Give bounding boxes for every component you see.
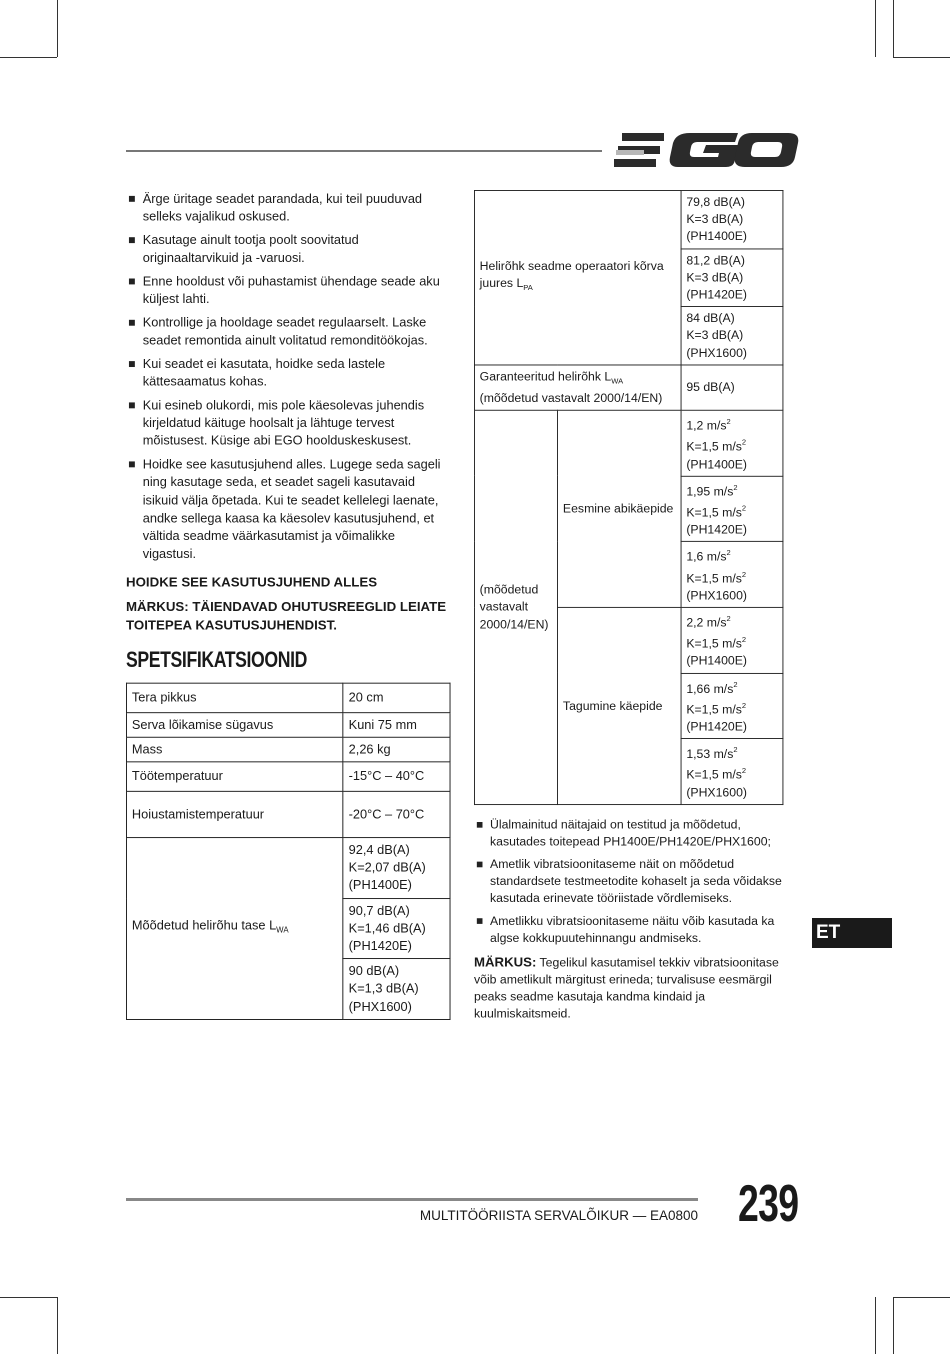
cell-value <box>681 476 783 542</box>
value-model: (PH1420E) <box>686 522 747 537</box>
value-k: K=3 dB(A) <box>686 270 744 285</box>
subscript: WA <box>611 376 624 386</box>
crop-mark <box>893 57 950 58</box>
front-handle-label: Eesmine abikäepide <box>558 410 681 607</box>
vibration-notes <box>474 816 783 947</box>
value-k: K=3 dB(A) <box>686 328 744 343</box>
value-model: (PHX1600) <box>686 587 747 603</box>
cell-value <box>681 542 783 608</box>
superscript: 2 <box>741 504 747 513</box>
value-level: 1,2 m/s <box>686 418 727 433</box>
cell-label: Hoiustamistemperatuur <box>126 791 343 837</box>
value-k: K=3 dB(A) <box>686 211 744 227</box>
guaranteed-label-line2: (mõõdetud vastavalt 2000/14/EN) <box>479 390 663 406</box>
superscript: 2 <box>741 766 747 776</box>
list-item: Hoidke see kasutusjuhend alles. Lugege seda sageli ning kasutage seda, et seadet sageli kasutavaid isikuid välja õpetada. Kui te seadet kellelegi laenate, andke sellega kaasa ka käesolev kasutusjuhend, et vältida seadme väärkasutamist ja võimalikke vigastusi. <box>126 456 451 563</box>
spec-table <box>126 682 451 1020</box>
table-row <box>474 410 782 476</box>
superscript: 2 <box>741 438 747 447</box>
value-k: K=1,5 m/s <box>686 505 742 520</box>
cell-value: 2,26 kg <box>343 737 450 762</box>
spec-title: SPETSIFIKATSIOONID <box>126 646 307 673</box>
value-level: 92,4 dB(A) <box>348 842 410 857</box>
page-number: 239 <box>738 1175 799 1233</box>
crop-mark <box>57 0 58 57</box>
value-k: K=1,5 m/s <box>686 439 742 454</box>
language-badge: ET <box>812 918 892 948</box>
list-item: Enne hooldust või puhastamist ühendage seade aku küljest lahti. <box>126 273 451 309</box>
cell-value <box>343 959 450 1020</box>
crop-mark <box>0 57 57 58</box>
value-level: 1,66 m/s <box>686 681 734 696</box>
value-k: K=1,5 m/s <box>686 570 742 585</box>
table-row <box>126 737 450 762</box>
cell-value <box>681 307 783 365</box>
value-k: K=1,5 m/s <box>686 636 742 651</box>
table-row <box>474 190 782 248</box>
superscript: 2 <box>733 483 738 492</box>
cell-value <box>681 410 783 476</box>
value-model: (PHX1600) <box>686 345 747 360</box>
table-row <box>126 683 450 713</box>
additional-rules-note: MÄRKUS: TÄIENDAVAD OHUTUSREEGLID LEIATE TOITEPEA KASUTUSJUHENDIST. <box>126 599 447 633</box>
cell-value <box>681 607 783 673</box>
cell-value: -15°C – 40°C <box>343 762 450 792</box>
superscript: 2 <box>741 569 747 579</box>
list-item: Kontrollige ja hooldage seadet regulaarselt. Laske seadet remontida ainult volitatud remonditöökojas. <box>126 314 451 350</box>
left-column <box>126 190 451 1020</box>
cell-label <box>474 190 681 364</box>
value-level: 84 dB(A) <box>686 310 735 326</box>
cell-value: Kuni 75 mm <box>343 712 450 737</box>
sound-power-label: Mõõdetud helirõhu tase L <box>131 918 277 933</box>
cell-value: 20 cm <box>343 683 450 713</box>
vibration-label: (mõõdetud vastavalt 2000/14/EN) <box>474 410 557 804</box>
note-label: MÄRKUS: <box>474 953 537 969</box>
cell-value: -20°C – 70°C <box>343 791 450 837</box>
cell-value <box>343 838 450 899</box>
value-model: (PH1400E) <box>686 456 747 471</box>
value-model: (PH1420E) <box>686 287 747 302</box>
crop-mark <box>893 0 894 57</box>
table-row <box>126 838 450 899</box>
cell-value: 95 dB(A) <box>681 365 783 411</box>
value-level: 81,2 dB(A) <box>686 252 745 267</box>
list-item: Kasutage ainult tootja poolt soovitatud originaaltarvikuid ja -varuosi. <box>126 231 451 267</box>
table-row <box>126 712 450 737</box>
table-row <box>126 791 450 837</box>
crop-mark <box>0 1297 57 1298</box>
crop-mark <box>875 0 876 57</box>
value-level: 90,7 dB(A) <box>348 902 410 918</box>
crop-mark <box>893 1297 950 1298</box>
value-k: K=1,5 m/s <box>686 702 742 717</box>
value-k: K=1,46 dB(A) <box>348 920 426 936</box>
footer-rule <box>126 1198 698 1201</box>
ego-logo <box>612 128 802 172</box>
superscript: 2 <box>726 548 731 558</box>
crop-mark <box>57 1297 58 1354</box>
guaranteed-label: Garanteeritud helirõhk L <box>479 369 612 384</box>
list-item: Ülalmainitud näitajaid on testitud ja mõõdetud, kasutades toitepead PH1400E/PH1420E/PHX1600; <box>474 816 783 850</box>
value-model: (PHX1600) <box>348 999 412 1014</box>
value-level: 79,8 dB(A) <box>686 194 745 209</box>
crop-mark <box>893 1297 894 1354</box>
superscript: 2 <box>741 701 747 710</box>
value-level: 1,95 m/s <box>686 484 734 499</box>
list-item: Kui esineb olukordi, mis pole käesolevas juhendis kirjeldatud käituge hoolsalt ja lähtuge tervest mõistusest. Küsige abi EGO hoolduskeskusest. <box>126 397 451 451</box>
cell-value <box>681 673 783 739</box>
rear-handle-label: Tagumine käepide <box>558 607 681 804</box>
cell-label <box>126 838 343 1020</box>
final-note <box>474 953 783 1023</box>
crop-mark <box>875 1297 876 1354</box>
value-k: K=1,5 m/s <box>686 767 742 782</box>
value-model: (PH1420E) <box>686 719 747 734</box>
cell-value <box>343 898 450 959</box>
list-item: Ärge üritage seadet parandada, kui teil puuduvad selleks vajalikud oskused. <box>126 190 451 226</box>
cell-value <box>681 249 783 307</box>
footer-product: MULTITÖÖRIISTA SERVALÕIKUR — EA0800 <box>419 1208 698 1223</box>
value-model: (PHX1600) <box>686 784 747 800</box>
keep-manual-note: HOIDKE SEE KASUTUSJUHEND ALLES <box>126 574 378 590</box>
value-model: (PH1400E) <box>348 877 412 893</box>
noise-vibration-table <box>474 190 783 805</box>
cell-label: Serva lõikamise sügavus <box>126 712 343 737</box>
cell-value <box>681 190 783 248</box>
subscript: PA <box>523 283 533 293</box>
list-item: Ametlik vibratsioonitaseme näit on mõõdetud standardsete testmeetodite kohaselt ja seda võidakse kasutada erinevate tööriistade võrdlemiseks. <box>474 856 783 908</box>
superscript: 2 <box>726 614 731 624</box>
value-level: 1,53 m/s <box>686 746 734 761</box>
safety-list <box>126 190 451 563</box>
cell-label: Mass <box>126 737 343 762</box>
superscript: 2 <box>741 635 747 644</box>
right-column <box>474 190 783 1022</box>
superscript: 2 <box>726 417 731 427</box>
list-item: Ametlikku vibratsioonitaseme näitu võib kasutada ka algse kokkupuutehinnangu andmiseks. <box>474 913 783 947</box>
cell-label <box>474 365 681 411</box>
subscript: WA <box>276 925 289 935</box>
operator-pressure-label: Helirõhk seadme operaatori kõrva juures L <box>479 259 664 291</box>
value-model: (PH1400E) <box>686 229 747 244</box>
cell-label: Töötemperatuur <box>126 762 343 792</box>
list-item: Kui seadet ei kasutata, hoidke seda lastele kättesaamatus kohas. <box>126 355 451 391</box>
value-k: K=2,07 dB(A) <box>348 859 426 875</box>
table-row <box>126 762 450 792</box>
header-rule <box>126 150 602 152</box>
value-level: 90 dB(A) <box>348 963 400 978</box>
value-level: 2,2 m/s <box>686 615 727 630</box>
value-k: K=1,3 dB(A) <box>348 981 419 996</box>
table-row <box>474 365 782 411</box>
value-model: (PH1400E) <box>686 653 747 668</box>
note-text: Tegelikul kasutamisel tekkiv vibratsioonitase võib ametlikult märgitust erineda; turvalisuse eesmärgil peaks seadme kasutaja kandma kindaid ja kuulmiskaitsmeid. <box>474 954 779 1021</box>
cell-label: Tera pikkus <box>126 683 343 713</box>
value-level: 1,6 m/s <box>686 549 727 564</box>
value-model: (PH1420E) <box>348 938 412 954</box>
superscript: 2 <box>733 745 738 755</box>
superscript: 2 <box>733 680 738 689</box>
cell-value <box>681 739 783 805</box>
